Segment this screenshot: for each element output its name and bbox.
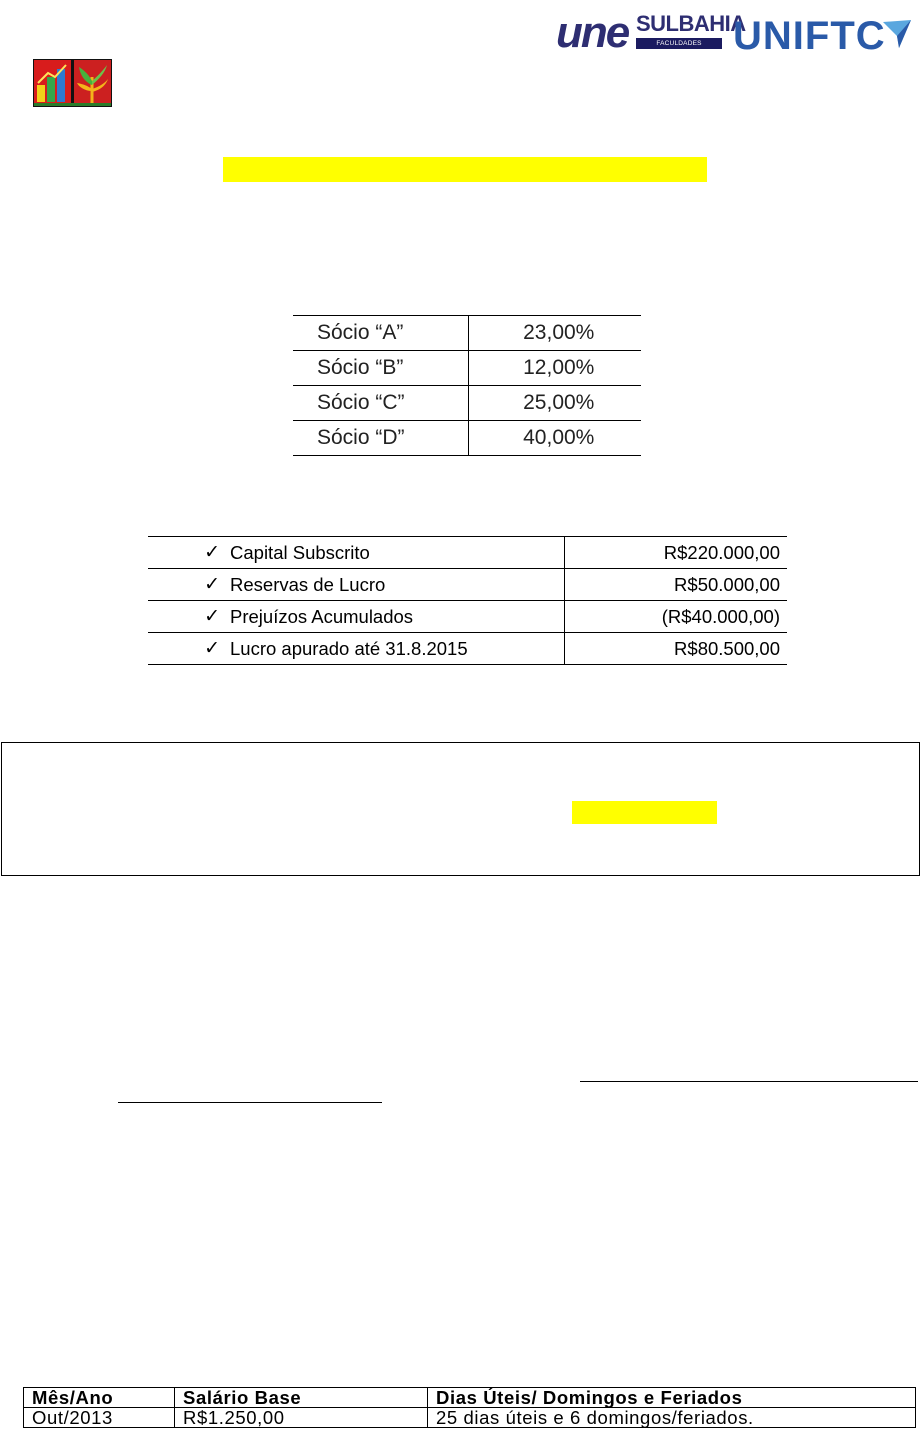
underline-blank: [118, 1102, 382, 1103]
balance-label: Capital Subscrito: [230, 537, 565, 569]
answer-highlight: [572, 801, 717, 824]
table-row: [293, 421, 641, 456]
table-row: [293, 386, 641, 421]
uniftc-arrow-icon: [881, 18, 913, 50]
table-header-row: [24, 1388, 916, 1408]
balance-value: R$50.000,00: [565, 569, 788, 601]
uniftc-logo: [733, 13, 913, 59]
column-header: Mês/Ano: [24, 1388, 175, 1408]
table-cell: R$1.250,00: [175, 1408, 428, 1428]
column-header: Salário Base: [175, 1388, 428, 1408]
sulbahia-logo-text: SULBAHIA: [636, 11, 746, 36]
balance-label: Reservas de Lucro: [230, 569, 565, 601]
balance-label: Prejuízos Acumulados: [230, 601, 565, 633]
table-row: [24, 1408, 916, 1428]
table-row: [148, 537, 787, 569]
checkmark-icon: ✓: [148, 601, 230, 633]
balance-table: [148, 536, 787, 665]
balance-value: (R$40.000,00): [565, 601, 788, 633]
salary-table: [23, 1387, 916, 1428]
partner-name: Sócio “B”: [293, 351, 468, 386]
table-row: [293, 351, 641, 386]
balance-label: Lucro apurado até 31.8.2015: [230, 633, 565, 665]
partner-percent: 25,00%: [468, 386, 641, 421]
checkmark-icon: ✓: [148, 569, 230, 601]
table-row: [148, 633, 787, 665]
table-cell: 25 dias úteis e 6 domingos/feriados.: [428, 1408, 916, 1428]
title-highlight: [223, 157, 707, 182]
balance-value: R$220.000,00: [565, 537, 788, 569]
balance-value: R$80.500,00: [565, 633, 788, 665]
partner-percent: 40,00%: [468, 421, 641, 456]
table-row: [148, 569, 787, 601]
partner-name: Sócio “A”: [293, 316, 468, 351]
table-row: [148, 601, 787, 633]
partner-percent: 12,00%: [468, 351, 641, 386]
partner-percent: 23,00%: [468, 316, 641, 351]
uniftc-logo-text: UNIFTC: [733, 14, 886, 58]
faculdades-logo-text: FACULDADES INTEGRADAS: [636, 38, 722, 49]
answer-box: [1, 742, 920, 876]
institution-logo-icon: [33, 59, 112, 107]
table-cell: Out/2013: [24, 1408, 175, 1428]
partner-name: Sócio “C”: [293, 386, 468, 421]
une-logo-text: une: [556, 8, 629, 57]
column-header: Dias Úteis/ Domingos e Feriados: [428, 1388, 916, 1408]
une-sulbahia-logo: [556, 8, 746, 58]
underline-blank: [580, 1081, 918, 1082]
partner-share-table: [293, 315, 641, 456]
table-row: [293, 316, 641, 351]
checkmark-icon: ✓: [148, 633, 230, 665]
partner-name: Sócio “D”: [293, 421, 468, 456]
checkmark-icon: ✓: [148, 537, 230, 569]
